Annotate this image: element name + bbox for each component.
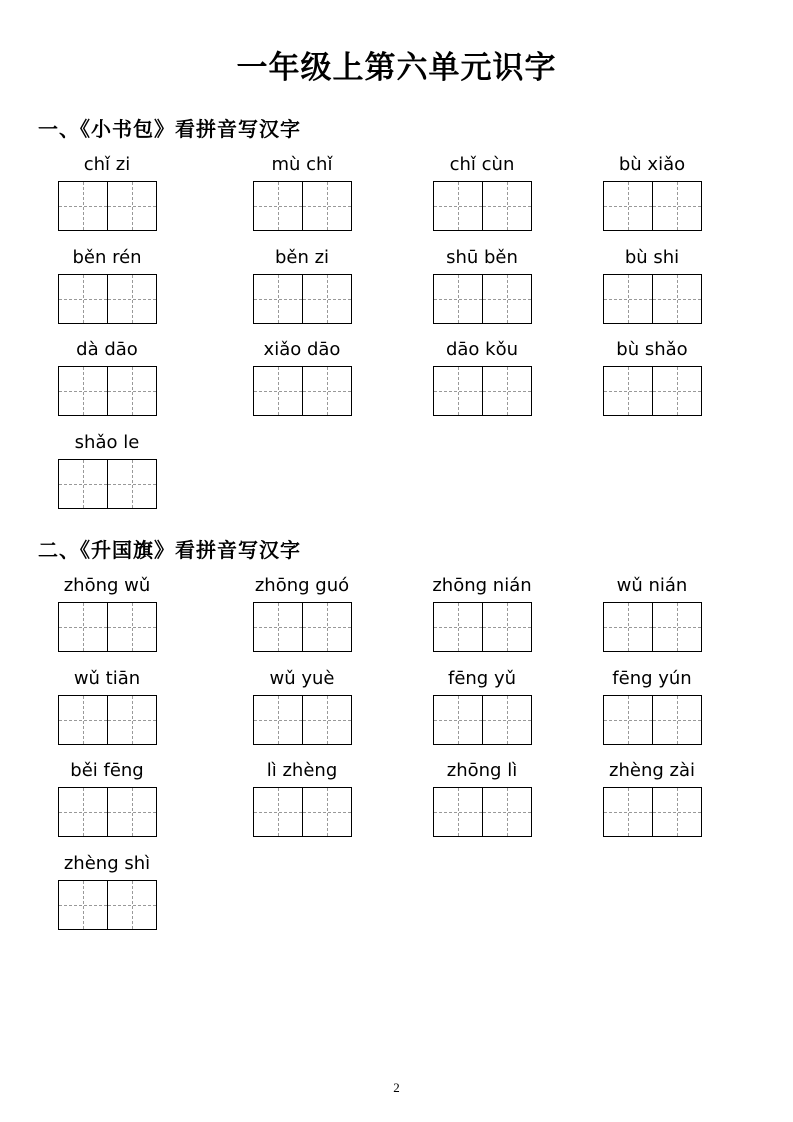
writing-grid	[58, 787, 157, 837]
writing-grid	[433, 787, 532, 837]
pinyin-label: fēng yǔ	[447, 667, 517, 689]
character-box	[108, 695, 157, 745]
pinyin-label: bù shi	[624, 246, 680, 268]
character-box	[253, 602, 303, 652]
pinyin-label: zhōng wǔ	[63, 575, 151, 596]
writing-grid	[58, 459, 157, 509]
character-box	[303, 274, 352, 324]
character-box	[483, 181, 532, 231]
pinyin-label: mù chǐ	[271, 154, 333, 175]
character-box	[58, 459, 108, 509]
character-box	[483, 602, 532, 652]
character-box	[483, 274, 532, 324]
character-box	[603, 695, 653, 745]
character-box	[653, 787, 702, 837]
character-box	[433, 602, 483, 652]
character-box	[58, 602, 108, 652]
character-box	[58, 274, 108, 324]
character-box	[303, 366, 352, 416]
pinyin-label: xiǎo dāo	[263, 339, 341, 360]
pinyin-label: zhōng lì	[446, 760, 518, 781]
character-box	[483, 695, 532, 745]
writing-grid	[253, 181, 352, 231]
character-box	[253, 274, 303, 324]
pinyin-label: chǐ zi	[83, 154, 131, 175]
writing-grid	[58, 181, 157, 231]
pinyin-label: wǔ yuè	[269, 667, 335, 689]
character-box	[108, 366, 157, 416]
writing-grid	[433, 602, 532, 652]
pinyin-label: zhōng guó	[254, 575, 350, 596]
writing-grid	[603, 602, 702, 652]
writing-grid	[433, 695, 532, 745]
writing-grid	[433, 366, 532, 416]
writing-grid	[433, 181, 532, 231]
section-2-heading: 二、《升国旗》看拼音写汉字	[38, 538, 301, 562]
character-box	[433, 787, 483, 837]
character-box	[108, 602, 157, 652]
pinyin-label: běn zi	[274, 246, 330, 268]
character-box	[253, 366, 303, 416]
character-box	[303, 787, 352, 837]
pinyin-label: zhōng nián	[432, 575, 532, 596]
writing-grid	[253, 366, 352, 416]
writing-grid	[603, 181, 702, 231]
character-box	[433, 181, 483, 231]
pinyin-label: dà dāo	[76, 339, 138, 360]
character-box	[108, 274, 157, 324]
pinyin-label: bù xiǎo	[618, 154, 686, 175]
character-box	[483, 366, 532, 416]
character-box	[108, 880, 157, 930]
character-box	[108, 787, 157, 837]
character-box	[58, 366, 108, 416]
writing-grid	[433, 274, 532, 324]
character-box	[433, 274, 483, 324]
writing-grid	[603, 366, 702, 416]
character-box	[603, 366, 653, 416]
pinyin-label: dāo kǒu	[445, 339, 519, 360]
writing-grid	[253, 695, 352, 745]
character-box	[253, 695, 303, 745]
writing-grid	[58, 880, 157, 930]
character-box	[483, 787, 532, 837]
writing-grid	[58, 274, 157, 324]
writing-grid	[603, 274, 702, 324]
character-box	[108, 181, 157, 231]
character-box	[303, 181, 352, 231]
character-box	[303, 695, 352, 745]
pinyin-label: chǐ cùn	[449, 154, 515, 175]
character-box	[603, 274, 653, 324]
writing-grid	[58, 695, 157, 745]
character-box	[653, 695, 702, 745]
writing-grid	[58, 366, 157, 416]
page-number: 2	[393, 1080, 400, 1095]
pinyin-label: běn rén	[72, 246, 142, 268]
section-1-heading: 一、《小书包》看拼音写汉字	[38, 117, 301, 141]
pinyin-label: shǎo le	[74, 431, 140, 453]
pinyin-label: běi fēng	[70, 760, 144, 781]
character-box	[58, 880, 108, 930]
character-box	[603, 181, 653, 231]
writing-grid	[253, 787, 352, 837]
character-box	[653, 602, 702, 652]
writing-grid	[603, 695, 702, 745]
pinyin-label: zhèng shì	[63, 852, 151, 874]
character-box	[653, 274, 702, 324]
character-box	[433, 695, 483, 745]
character-box	[253, 181, 303, 231]
pinyin-label: fēng yún	[612, 667, 692, 689]
character-box	[433, 366, 483, 416]
character-box	[653, 181, 702, 231]
character-box	[58, 695, 108, 745]
character-box	[653, 366, 702, 416]
pinyin-label: shū běn	[446, 246, 518, 268]
writing-grid	[603, 787, 702, 837]
pinyin-label: zhèng zài	[609, 760, 695, 781]
pinyin-label: wǔ tiān	[73, 667, 141, 689]
writing-grid	[253, 274, 352, 324]
pinyin-label: wǔ nián	[616, 575, 688, 596]
character-box	[603, 787, 653, 837]
writing-grid	[58, 602, 157, 652]
pinyin-label: lì zhèng	[266, 760, 338, 781]
character-box	[253, 787, 303, 837]
character-box	[58, 787, 108, 837]
character-box	[603, 602, 653, 652]
writing-grid	[253, 602, 352, 652]
page-title: 一年级上第六单元识字	[236, 50, 557, 86]
character-box	[303, 602, 352, 652]
character-box	[58, 181, 108, 231]
character-box	[108, 459, 157, 509]
pinyin-label: bù shǎo	[616, 339, 688, 360]
